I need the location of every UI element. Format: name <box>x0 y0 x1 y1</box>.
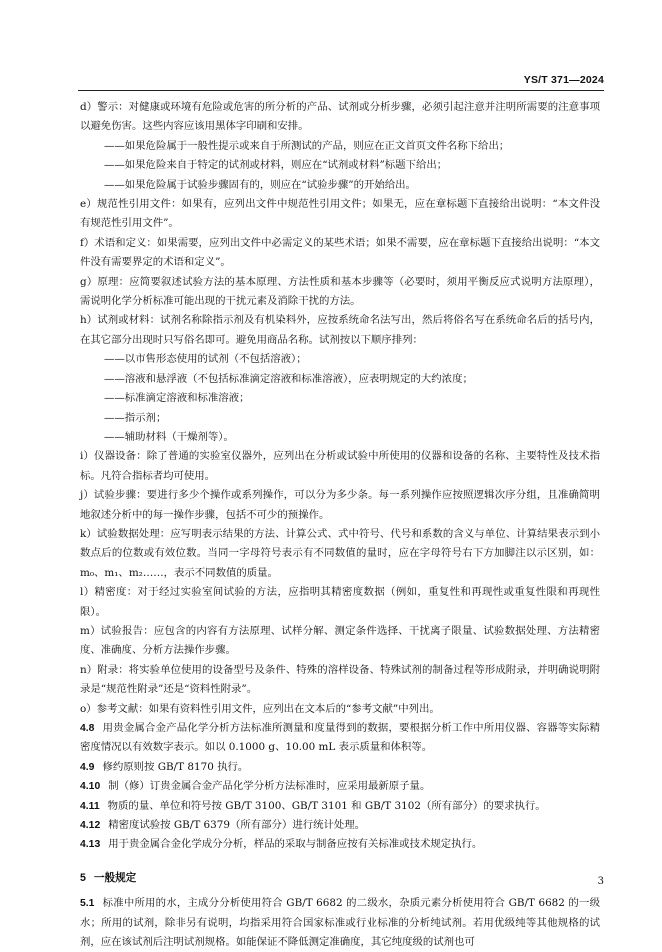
section-number: 5 <box>80 871 86 884</box>
clause-number: 4.12 <box>80 820 101 832</box>
paragraph-h-reagents: h）试剂或材料：试剂名称除指示剂及有机染料外，应按系统命名法写出，然后将俗名写在系统命名后的括号内，在其它部分出现时只写俗名即可。避免用商品名称。试剂按以下顺序排列： <box>80 314 600 346</box>
dash-item: ——辅助材料（干燥剂等）。 <box>104 430 234 443</box>
clause-number: 4.13 <box>80 839 101 851</box>
clause-number: 4.8 <box>80 723 95 734</box>
dash-item: ——如果危险来自于特定的试剂或材料，则应在“试剂或材料”标题下给出； <box>104 159 448 172</box>
paragraph-m-test-report: m）试验报告：应包含的内容有方法原理、试样分解、测定条件选择、干扰离子限量、试验数据处理、方法精密度、准确度、分析方法操作步骤。 <box>80 624 600 657</box>
dash-item: ——以市售形态使用的试剂（不包括溶液）； <box>104 353 307 366</box>
dash-item: ——如果危险属于试验步骤固有的，则应在“试验步骤”的开始给出。 <box>104 178 416 191</box>
document-body <box>80 98 600 952</box>
paragraph-j-procedure: j）试验步骤：要进行多少个操作或系列操作，可以分为多少条。每一系列操作应按照逻辑次序分组，且准确简明地叙述分析中的每一操作步骤，包括不可少的预操作。 <box>80 489 600 521</box>
clause-text: 修约原则按 GB/T 8170 执行。 <box>102 760 249 773</box>
clause-text: 物质的量、单位和符号按 GB/T 3100、GB/T 3101 和 GB/T 3102（所有部分）的要求执行。 <box>107 799 546 812</box>
paragraph-i-instruments: i）仪器设备：除了普通的实验室仪器外，应列出在分析或试验中所使用的仪器和设备的名称、主要特性及技术指标。凡符合指标者均可使用。 <box>80 450 600 482</box>
page-number: 3 <box>597 876 604 887</box>
header-rule <box>78 90 604 91</box>
clause-4-8 <box>80 719 600 758</box>
dash-item: ——标准滴定溶液和标准溶液； <box>104 392 250 405</box>
paragraph-k-data-processing: k）试验数据处理：应写明表示结果的方法、计算公式、式中符号、代号和系数的含义与单位、计算结果表示到小数点后的位数或有效位数。当同一字母符号表示有不同数值的量时，应在字母符号右下方加脚注以示区别，如：m₀、m₁、m₂……，表示不同数值的质量。 <box>80 527 600 579</box>
paragraph-o-bibliography: o）参考文献：如果有资料性引用文件，应列出在文本后的“参考文献”中列出。 <box>80 702 440 715</box>
clause-5-1 <box>80 894 600 952</box>
clause-text: 制（修）订贵金属合金产品化学分析方法标准时，应采用最新原子量。 <box>108 780 431 793</box>
clause-4-11 <box>80 797 600 816</box>
clause-text: 精密度试验按 GB/T 6379（所有部分）进行统计处理。 <box>108 819 366 832</box>
section-title: 一般规定 <box>93 871 137 884</box>
standard-code: YS/T 371—2024 <box>523 74 604 86</box>
clause-number: 4.11 <box>80 800 100 812</box>
dash-item: ——溶液和悬浮液（不包括标准滴定溶液和标准溶液），应表明规定的大约浓度； <box>104 372 473 385</box>
paragraph-g-principle: g）原理：应简要叙述试验方法的基本原理、方法性质和基本步骤等（必要时，须用平衡反应式说明方法原理），需说明化学分析标准可能出现的干扰元素及消除干扰的方法。 <box>80 275 600 308</box>
clause-number: 4.10 <box>80 781 101 793</box>
paragraph-e-normative-references: e）规范性引用文件：如果有，应列出文件中规范性引用文件；如果无，应在章标题下直接给出说明：“本文件没有规范性引用文件”。 <box>80 198 600 230</box>
paragraph-n-annex: n）附录：将实验单位使用的设备型号及条件、特殊的溶样设备、特殊试剂的制备过程等形成附录，并明确说明附录是“规范性附录”还是“资料性附录”。 <box>80 663 600 696</box>
dash-item: ——如果危险属于一般性提示或来自于所测试的产品，则应在正文首页文件名称下给出； <box>104 139 510 152</box>
section-5-heading <box>80 869 600 888</box>
clause-4-10 <box>80 777 600 796</box>
dash-item: ——指示剂； <box>104 411 167 424</box>
paragraph-f-terms: f）术语和定义：如果需要，应列出文件中必需定义的某些术语；如果不需要，应在章标题下直接给出说明：“本文件没有需要界定的术语和定义”。 <box>80 236 600 269</box>
clause-text: 用贵金属合金产品化学分析方法标准所测量和度量得到的数据，要根据分析工作中所用仪器、容器等实际精密度情况以有效数字表示。如以 0.1000 g、10.00 mL 表示质量和体积等。 <box>80 722 600 754</box>
clause-text: 用于贵金属合金化学成分分析，样品的采取与制备应按有关标准或技术规定执行。 <box>108 838 483 851</box>
clause-number: 5.1 <box>80 898 95 910</box>
clause-4-12 <box>80 816 600 835</box>
clause-4-13 <box>80 835 600 854</box>
clause-number: 4.9 <box>80 761 95 773</box>
clause-text: 标准中所用的水，主成分分析使用符合 GB/T 6682 的二级水，杂质元素分析使用符合 GB/T 6682 的一级水；所用的试剂，除非另有说明，均指采用符合国家标准或行业标准的分析纯试剂。若用优级纯等其他规格的试剂，应在该试剂后注明试剂规格。如能保证不降低测定准确度，其它纯度级的试剂也可 <box>80 897 600 949</box>
paragraph-d-warning: d）警示：对健康或环境有危险或危害的所分析的产品、试剂或分析步骤，必须引起注意并注明所需要的注意事项以避免伤害。这些内容应该用黑体字印刷和安排。 <box>80 101 600 133</box>
clause-4-9 <box>80 758 600 777</box>
paragraph-l-precision: l）精密度：对于经过实验室间试验的方法，应指明其精密度数据（例如，重复性和再现性或重复性限和再现性限）。 <box>80 586 600 618</box>
